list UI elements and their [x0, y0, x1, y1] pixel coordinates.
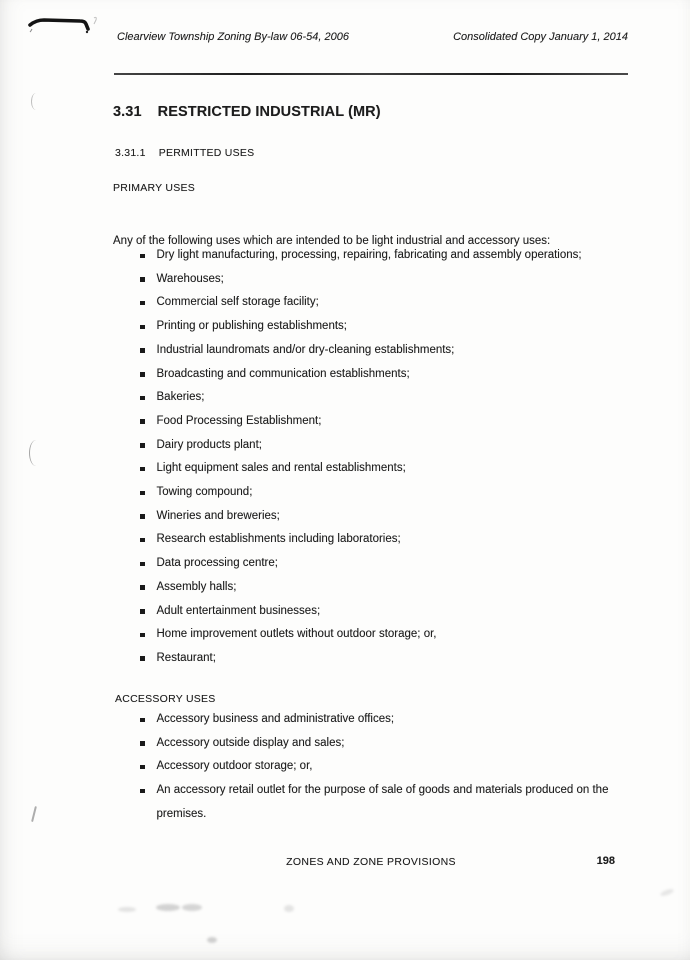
accessory-use-text: Accessory outside display and sales; [156, 736, 345, 749]
bullet-icon [140, 538, 145, 543]
primary-use-text: Restaurant; [156, 651, 216, 664]
page-number: 198 [596, 855, 615, 867]
primary-use-item [140, 315, 620, 339]
primary-use-item [140, 339, 620, 363]
primary-use-text: Food Processing Establishment; [156, 414, 322, 427]
subsection-heading [115, 147, 254, 159]
primary-use-item [140, 600, 620, 624]
bullet-icon [140, 741, 145, 746]
subsection-number: 3.31.1 [115, 147, 146, 159]
bullet-icon [140, 491, 145, 496]
bullet-icon [140, 765, 145, 770]
smudge-artifact [156, 904, 180, 911]
primary-use-item [140, 386, 620, 410]
primary-use-text: Printing or publishing establishments; [156, 320, 347, 333]
bullet-icon [140, 325, 145, 330]
bullet-icon [140, 372, 145, 377]
pencil-paren-artifact [29, 440, 43, 466]
primary-use-item [140, 244, 620, 268]
accessory-use-text: Accessory business and administrative offices; [156, 713, 395, 725]
primary-use-text: Broadcasting and communication establishments; [156, 367, 410, 380]
primary-use-text: Home improvement outlets without outdoor storage; or, [156, 628, 437, 641]
page-footer [114, 856, 628, 868]
smudge-artifact [118, 907, 136, 912]
bullet-icon [140, 443, 145, 448]
ink-stroke-artifact [20, 5, 110, 45]
accessory-use-item [140, 708, 612, 732]
primary-use-item [140, 481, 620, 505]
header-divider-line [114, 73, 628, 75]
bullet-icon [140, 467, 145, 472]
bullet-icon [140, 789, 145, 794]
primary-use-item [140, 363, 620, 387]
primary-use-item [140, 647, 620, 671]
accessory-use-text: Accessory outdoor storage; or, [156, 760, 313, 773]
bullet-icon [140, 301, 145, 306]
primary-use-text: Warehouses; [156, 272, 224, 285]
primary-use-item [140, 552, 620, 576]
bullet-icon [140, 609, 145, 614]
header-consolidation-date: Consolidated Copy January 1, 2014 [453, 31, 628, 43]
bullet-icon [140, 562, 145, 567]
section-heading [113, 104, 381, 120]
primary-use-item [140, 576, 620, 600]
primary-use-item [140, 410, 620, 434]
bullet-icon [140, 396, 145, 401]
pencil-mark-artifact [31, 93, 41, 110]
primary-uses-list [140, 244, 620, 671]
smudge-artifact [182, 904, 202, 911]
primary-use-text: Bakeries; [156, 391, 205, 404]
header-document-title: Clearview Township Zoning By-law 06-54, 2006 [117, 31, 349, 43]
pencil-slash-artifact [31, 806, 36, 822]
smudge-artifact [660, 888, 675, 897]
bullet-icon [140, 254, 145, 259]
smudge-artifact [284, 905, 294, 912]
primary-use-item [140, 268, 620, 292]
primary-use-item [140, 457, 620, 481]
primary-use-text: Industrial laundromats and/or dry-cleaning establishments; [156, 343, 455, 356]
bullet-icon [140, 718, 145, 723]
accessory-uses-list [140, 708, 612, 827]
primary-use-text: Towing compound; [156, 486, 253, 499]
bullet-icon [140, 656, 145, 661]
accessory-uses-heading: ACCESSORY USES [115, 693, 216, 705]
primary-uses-intro: Any of the following uses which are intended to be light industrial and accessory uses: [113, 234, 551, 247]
primary-use-text: Dry light manufacturing, processing, repairing, fabricating and assembly operations; [156, 249, 582, 261]
bullet-icon [140, 514, 145, 519]
bullet-icon [140, 419, 145, 424]
accessory-use-item [140, 755, 612, 779]
accessory-use-item [140, 779, 612, 826]
primary-use-text: Wineries and breweries; [156, 509, 280, 522]
primary-use-text: Dairy products plant; [156, 438, 262, 451]
bullet-icon [140, 585, 145, 590]
primary-use-item [140, 434, 620, 458]
section-number: 3.31 [113, 104, 142, 120]
bullet-icon [140, 633, 145, 638]
primary-use-item [140, 505, 620, 529]
primary-use-text: Commercial self storage facility; [156, 296, 319, 309]
primary-use-text: Data processing centre; [156, 557, 278, 570]
accessory-use-text: An accessory retail outlet for the purpose of sale of goods and materials produced on the premises. [156, 784, 609, 820]
primary-use-item [140, 528, 620, 552]
footer-section-title: ZONES AND ZONE PROVISIONS [286, 856, 456, 868]
primary-use-text: Assembly halls; [156, 580, 237, 593]
primary-use-item [140, 291, 620, 315]
smudge-artifact [207, 937, 217, 943]
accessory-use-item [140, 732, 612, 756]
subsection-title: PERMITTED USES [158, 147, 255, 159]
bullet-icon [140, 348, 145, 353]
primary-use-item [140, 623, 620, 647]
primary-uses-heading: PRIMARY USES [113, 182, 195, 194]
section-title: RESTRICTED INDUSTRIAL (MR) [157, 104, 381, 120]
primary-use-text: Light equipment sales and rental establishments; [156, 462, 406, 475]
primary-use-text: Research establishments including laboratories; [156, 533, 401, 546]
bullet-icon [140, 277, 145, 282]
primary-use-text: Adult entertainment businesses; [156, 604, 321, 617]
